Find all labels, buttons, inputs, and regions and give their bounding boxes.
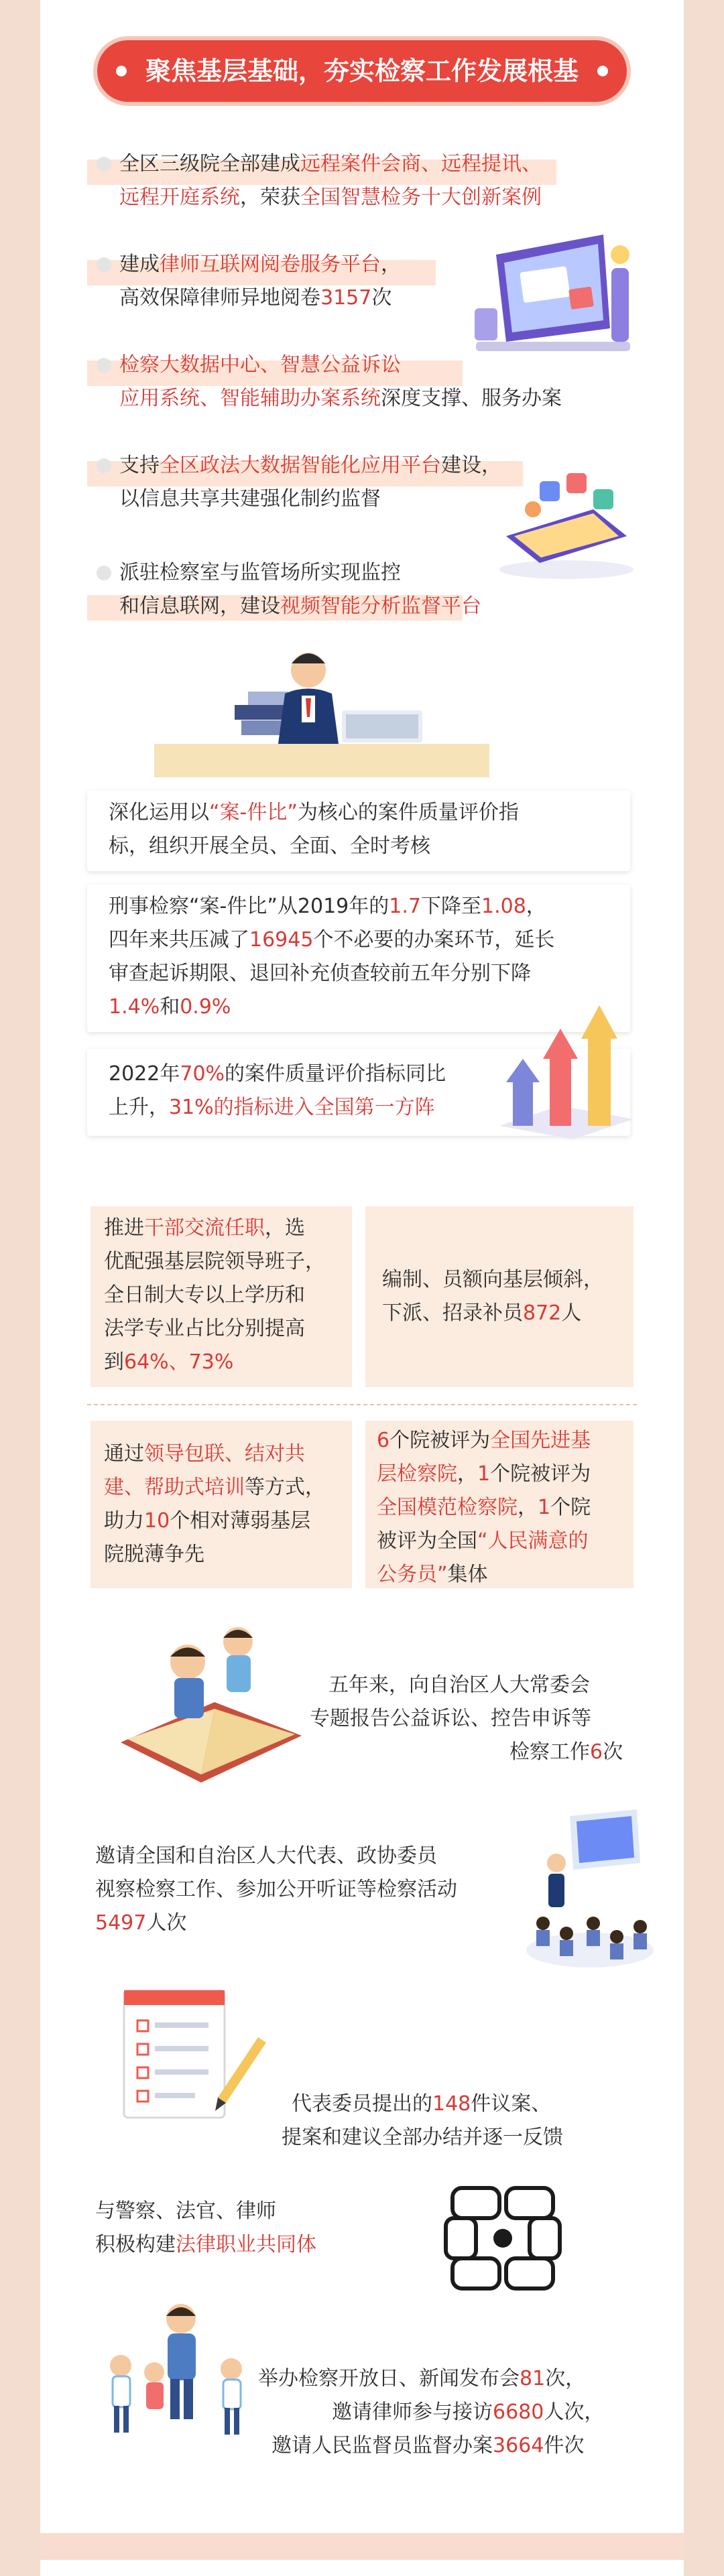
header-title: 聚焦基层基础，夯实检察工作发展根基: [145, 56, 579, 86]
text-line: 标，组织开展全员、全面、全时考核: [109, 834, 430, 858]
text-line: 院脱薄争先: [104, 1543, 204, 1566]
monitor-icon: [469, 228, 644, 362]
text-line: 视察检察工作、参加公开听证等检察活动: [95, 1878, 457, 1901]
dot-icon: [597, 66, 608, 76]
text-line: 五年来，向自治区人大常委会: [328, 1673, 590, 1697]
text-line: 编制、员额向基层倾斜，: [382, 1268, 603, 1291]
text-line: 助力10个相对薄弱基层: [104, 1509, 311, 1533]
text-line: 派驻检察室与监管场所实现监控: [119, 556, 401, 590]
text-line: 邀请全国和自治区人大代表、政协委员: [95, 1844, 437, 1868]
text-line: 举办检察开放日、新闻发布会81次，: [258, 2367, 586, 2390]
text-line: 远程开庭系统，荣获全国智慧检务十大创新案例: [119, 186, 542, 209]
text-line: 建成律师互联网阅卷服务平台，: [119, 248, 401, 281]
text-line: 2022年70%的案件质量评价指标同比: [109, 1062, 446, 1086]
text-line: 公务员”集体: [377, 1563, 488, 1586]
text-line: 检察工作6次: [509, 1740, 623, 1764]
section-header: [97, 40, 627, 102]
text-line: 建、帮助式培训等方式，: [104, 1476, 325, 1499]
text-line: 支持全区政法大数据智能化应用平台建设，: [119, 449, 501, 482]
right-border: [684, 0, 724, 2576]
hands-puzzle-icon: [439, 2181, 566, 2295]
text-line: 和信息联网，建设视频智能分析监督平台: [119, 594, 481, 618]
text-line: 专题报告公益诉讼、控告申诉等: [310, 1707, 591, 1730]
arrows-chart-icon: [493, 999, 640, 1146]
text-line: 全日制大专以上学历和: [104, 1283, 305, 1307]
text-line: 全国模范检察院，1个院: [377, 1496, 591, 1519]
text-line: 层检察院，1个院被评为: [377, 1462, 591, 1486]
text-line: 应用系统、智能辅助办案系统深度支撑、服务办案: [119, 387, 562, 410]
text-line: 优配强基层院领导班子，: [104, 1250, 325, 1273]
phone-icon: [493, 469, 640, 583]
left-border: [0, 0, 40, 2576]
text-line: 1.4%和0.9%: [109, 995, 231, 1019]
officer-at-desk-icon: [154, 643, 489, 784]
text-line: 审查起诉期限、退回补充侦查较前五年分别下降: [109, 962, 531, 985]
text-line: 高效保障律师异地阅卷3157次: [119, 286, 392, 310]
text-line: 代表委员提出的148件议案、: [292, 2092, 552, 2116]
text-line: 积极构建法律职业共同体: [95, 2233, 316, 2256]
text-line: 下派、招录补员872人: [382, 1301, 582, 1325]
text-line: 以信息共享共建强化制约监督: [119, 487, 381, 511]
text-line: 全区三级院全部建成远程案件会商、远程提讯、: [119, 147, 542, 181]
text-line: 邀请律师参与接访6680人次，: [332, 2400, 605, 2424]
book-kids-icon: [107, 1622, 308, 1789]
divider: [87, 1404, 637, 1405]
text-line: 与警察、法官、律师: [95, 2199, 276, 2223]
checklist-icon: [117, 1984, 272, 2124]
text-line: 推进干部交流任职，选: [104, 1216, 305, 1240]
text-line: 法学专业占比分别提高: [104, 1317, 305, 1340]
footer-strip: [40, 2533, 684, 2560]
family-icon: [94, 2299, 261, 2453]
text-line: 到64%、73%: [104, 1350, 234, 1374]
text-line: 通过领导包联、结对共: [104, 1442, 305, 1466]
presentation-icon: [516, 1809, 657, 1970]
text-line: 邀请人民监督员监督办案3664件次: [272, 2434, 585, 2457]
text-line: 刑事检察“案-件比”从2019年的1.7下降至1.08，: [109, 895, 546, 918]
text-line: 5497人次: [95, 1911, 187, 1935]
text-line: 上升，31%的指标进入全国第一方阵: [109, 1096, 435, 1119]
text-line: 检察大数据中心、智慧公益诉讼: [119, 348, 401, 382]
text-line: 四年来共压减了16945个不必要的办案环节，延长: [109, 928, 555, 952]
text-line: 被评为全国“人民满意的: [377, 1529, 589, 1553]
text-line: 提案和建议全部办结并逐一反馈: [282, 2126, 563, 2149]
text-line: 6个院被评为全国先进基: [377, 1429, 591, 1452]
text-line: 深化运用以“案-件比”为核心的案件质量评价指: [109, 801, 519, 824]
